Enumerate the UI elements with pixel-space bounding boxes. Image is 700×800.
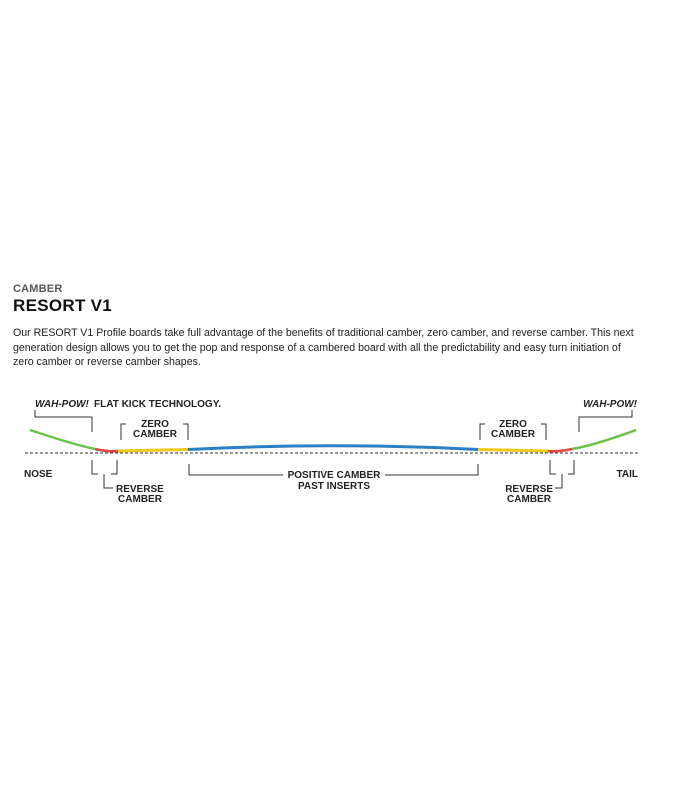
kick-left xyxy=(30,430,95,449)
zero-left-label-1: ZERO xyxy=(141,419,169,430)
wahpow-left-bracket xyxy=(35,410,92,432)
reverse-left xyxy=(95,449,118,451)
kick-right xyxy=(572,430,636,449)
flat-kick-label: FLAT KICK TECHNOLOGY. xyxy=(94,399,222,410)
reverse-left-label-2: CAMBER xyxy=(118,494,162,505)
reverse-right xyxy=(548,449,572,451)
nose-label: NOSE xyxy=(24,469,53,480)
positive-camber-label-2: PAST INSERTS xyxy=(297,481,371,492)
zero-left-label-2: CAMBER xyxy=(133,429,177,440)
camber-profile-diagram xyxy=(0,390,700,520)
wahpow-right-bracket xyxy=(579,410,632,432)
positive-camber-bracket xyxy=(189,464,283,475)
reverse-right-label-1: REVERSE xyxy=(505,484,553,495)
zero-left xyxy=(118,450,188,452)
zero-left-bracket xyxy=(121,424,126,440)
reverse-right-bracket xyxy=(550,460,556,474)
reverse-left-label-1: REVERSE xyxy=(116,484,164,495)
wahpow-right-label: WAH-POW! xyxy=(583,399,637,410)
zero-right-label-2: CAMBER xyxy=(491,429,535,440)
zero-right-label-1: ZERO xyxy=(499,419,527,430)
reverse-right-label-2: CAMBER xyxy=(507,494,551,505)
wahpow-left-label: WAH-POW! xyxy=(35,399,89,410)
positive-camber xyxy=(188,446,478,450)
page-title: RESORT V1 xyxy=(13,296,113,315)
reverse-left-bracket xyxy=(92,460,98,474)
positive-camber-label-1: POSITIVE CAMBER xyxy=(287,470,381,481)
profile-description: Our RESORT V1 Profile boards take full advantage of the benefits of traditional camber, zero camber, and reverse camber. This next generation design allows you to get the pop and response of a cambered board with all the predictability and easy turn initiation of zero camber or reverse camber shapes. xyxy=(13,327,634,369)
zero-right-bracket xyxy=(480,424,485,440)
tail-label: TAIL xyxy=(616,469,638,480)
section-eyebrow: CAMBER xyxy=(13,283,63,295)
zero-right xyxy=(478,450,548,452)
